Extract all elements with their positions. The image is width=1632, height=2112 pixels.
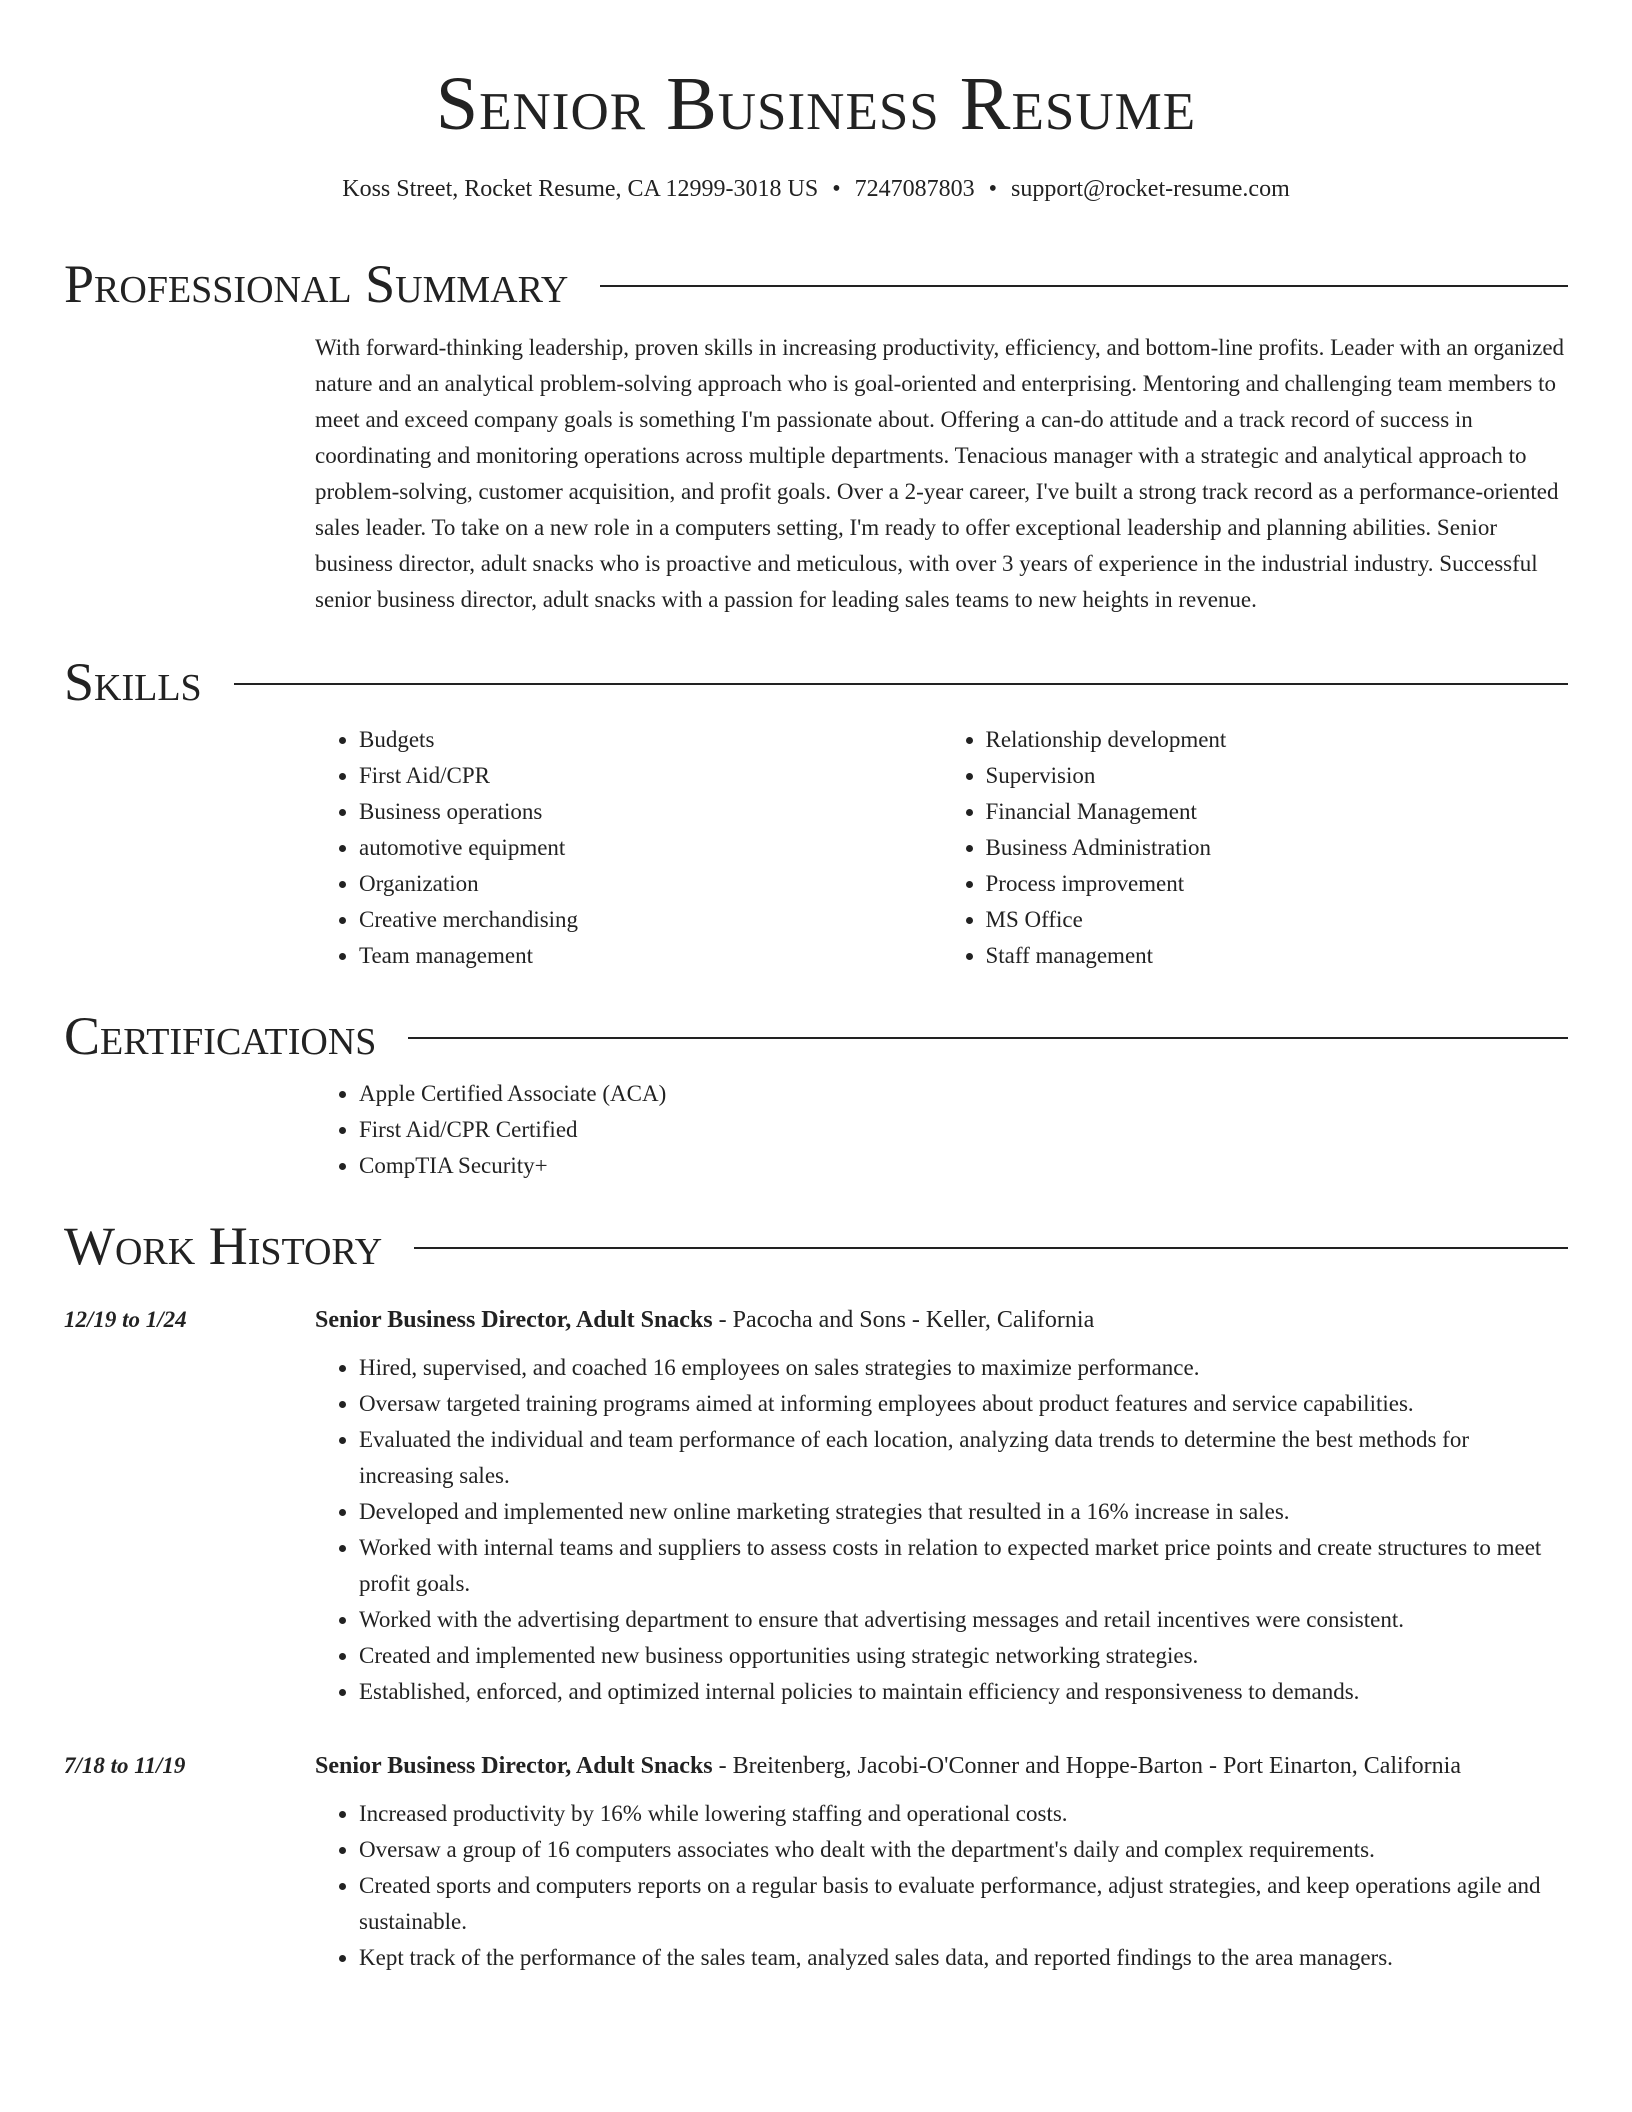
skill-item: • Budgets (359, 722, 942, 758)
contact-phone: 7247087803 (854, 176, 975, 202)
job-body (315, 1746, 1568, 1976)
certifications-content (315, 1076, 1568, 1184)
skill-item: • MS Office (986, 902, 1569, 938)
job-dates: 7/18 to 11/19 (64, 1753, 186, 1778)
summary-heading: Professional Summary (64, 254, 569, 314)
skill-item: • Staff management (986, 938, 1569, 974)
job-bullets (315, 1796, 1568, 1976)
job-bullet: • Oversaw targeted training programs aimed at informing employees about product features and service capabilities. (359, 1386, 1568, 1422)
job-bullet: • Created and implemented new business opportunities using strategic networking strategies. (359, 1638, 1568, 1674)
job-bullets (315, 1350, 1568, 1710)
skill-item: • Financial Management (986, 794, 1569, 830)
job-bullet: • Created sports and computers reports on a regular basis to evaluate performance, adjust strategies, and keep operations agile and sustainable. (359, 1868, 1568, 1940)
job-details: - Breitenberg, Jacobi-O'Conner and Hoppe-Barton - Port Einarton, California (712, 1753, 1461, 1779)
section-divider (408, 1037, 1568, 1039)
resume-page (64, 0, 1568, 1976)
skills-heading: Skills (64, 652, 202, 712)
job-bullet: • Evaluated the individual and team performance of each location, analyzing data trends to determine the best methods for increasing sales. (359, 1422, 1568, 1494)
summary-heading-row (64, 252, 1568, 316)
section-divider (600, 285, 1568, 287)
job-bullet: • Established, enforced, and optimized internal policies to maintain efficiency and responsiveness to demands. (359, 1674, 1568, 1710)
skills-grid (315, 722, 1568, 974)
job-bullet: • Oversaw a group of 16 computers associates who dealt with the department's daily and complex requirements. (359, 1832, 1568, 1868)
work-history-heading: Work History (64, 1216, 383, 1276)
contact-email: support@rocket-resume.com (1011, 176, 1290, 202)
contact-address: Koss Street, Rocket Resume, CA 12999-3018 US (342, 176, 819, 202)
contact-separator: • (832, 176, 841, 202)
job-heading (315, 1300, 1568, 1340)
certifications-section (64, 1004, 1568, 1184)
job-role: Senior Business Director, Adult Snacks (315, 1307, 713, 1333)
job-details: - Pacocha and Sons - Keller, California (712, 1307, 1095, 1333)
skill-item: • Supervision (986, 758, 1569, 794)
skills-section (64, 650, 1568, 974)
skill-item: • Process improvement (986, 866, 1569, 902)
skills-list-right (942, 722, 1569, 974)
skill-item: • Business operations (359, 794, 942, 830)
skills-list-left (315, 722, 942, 974)
certification-item: • First Aid/CPR Certified (359, 1112, 1568, 1148)
job-heading (315, 1746, 1568, 1786)
job-bullet: • Increased productivity by 16% while lowering staffing and operational costs. (359, 1796, 1568, 1832)
certification-item: • Apple Certified Associate (ACA) (359, 1076, 1568, 1112)
skill-item: • Business Administration (986, 830, 1569, 866)
job-entry (64, 1746, 1568, 1976)
job-bullet: • Worked with the advertising department to ensure that advertising messages and retail incentives were consistent. (359, 1602, 1568, 1638)
job-bullet: • Developed and implemented new online marketing strategies that resulted in a 16% increase in sales. (359, 1494, 1568, 1530)
certifications-list (315, 1076, 1568, 1184)
work-history-section (64, 1214, 1568, 1976)
skill-item: • Creative merchandising (359, 902, 942, 938)
job-body (315, 1300, 1568, 1710)
skill-item: • Organization (359, 866, 942, 902)
skills-heading-row (64, 650, 1568, 714)
work-history-heading-row (64, 1214, 1568, 1278)
skill-item: • First Aid/CPR (359, 758, 942, 794)
job-dates: 12/19 to 1/24 (64, 1307, 187, 1332)
certifications-heading: Certifications (64, 1006, 377, 1066)
job-entry (64, 1300, 1568, 1710)
certification-item: • CompTIA Security+ (359, 1148, 1568, 1184)
summary-text: With forward-thinking leadership, proven skills in increasing productivity, efficiency, and bottom-line profits. Leader with an organized nature and an analytical problem-solving approach who is goal-oriented and enterprising. Mentoring and challenging team members to meet and exceed company goals is something I'm passionate about. Offering a can-do attitude and a track record of success in coordinating and monitoring operations across multiple departments. Tenacious manager with a strategic and analytical approach to problem-solving, customer acquisition, and profit goals. Over a 2-year career, I've built a strong track record as a performance-oriented sales leader. To take on a new role in a computers setting, I'm ready to offer exceptional leadership and planning abilities. Senior business director, adult snacks who is proactive and meticulous, with over 3 years of experience in the industrial industry. Successful senior business director, adult snacks with a passion for leading sales teams to new heights in revenue. (315, 335, 1565, 612)
job-bullet: • Worked with internal teams and suppliers to assess costs in relation to expected market price points and create structures to meet profit goals. (359, 1530, 1568, 1602)
skill-item: • Team management (359, 938, 942, 974)
job-role: Senior Business Director, Adult Snacks (315, 1753, 713, 1779)
section-divider (414, 1247, 1568, 1249)
contact-separator: • (988, 176, 998, 202)
resume-title: Senior Business Resume (435, 62, 1197, 146)
contact-line (64, 172, 1568, 206)
section-divider (234, 683, 1568, 685)
skill-item: • Relationship development (986, 722, 1569, 758)
job-bullet: • Kept track of the performance of the sales team, analyzed sales data, and reported findings to the area managers. (359, 1940, 1568, 1976)
certifications-heading-row (64, 1004, 1568, 1068)
summary-section (64, 252, 1568, 618)
job-bullet: • Hired, supervised, and coached 16 employees on sales strategies to maximize performance. (359, 1350, 1568, 1386)
skill-item: • automotive equipment (359, 830, 942, 866)
